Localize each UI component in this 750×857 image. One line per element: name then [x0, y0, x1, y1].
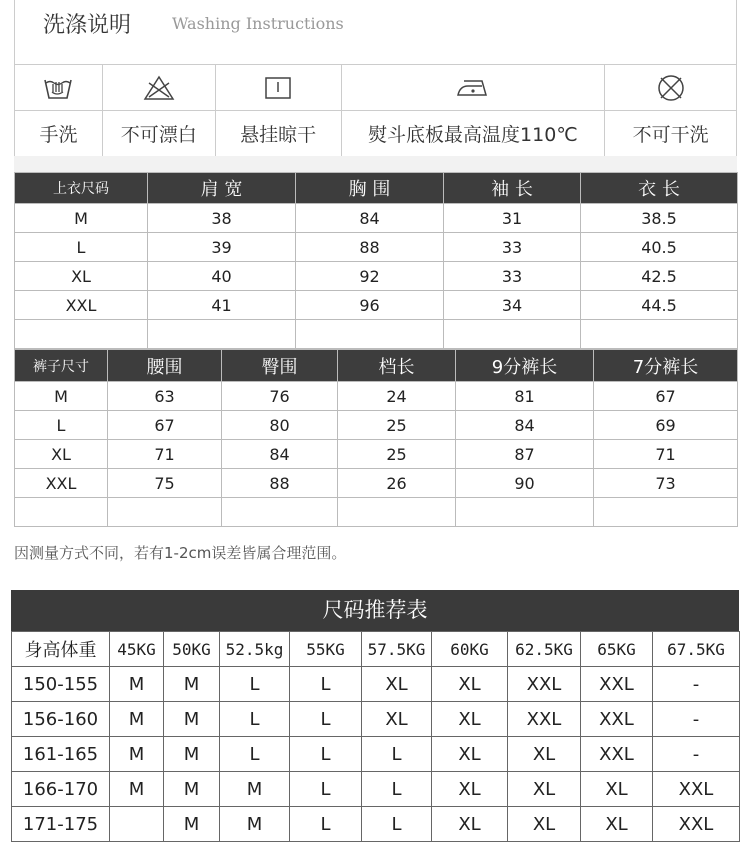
care-icon-cell [15, 65, 103, 111]
table-cell: 75 [108, 469, 222, 498]
table-cell: 73 [594, 469, 738, 498]
table-cell: XXL [15, 291, 148, 320]
table-row [15, 233, 738, 262]
table-cell: XL [362, 667, 432, 702]
table-cell: 40.5 [581, 233, 738, 262]
table-row [12, 702, 740, 737]
table-cell: M [220, 772, 290, 807]
table-cell: 34 [444, 291, 581, 320]
table-cell: L [362, 807, 432, 842]
table-row [15, 411, 738, 440]
table-cell: XL [581, 772, 653, 807]
table-row [15, 382, 738, 411]
table-cell [15, 498, 108, 527]
table-cell: XXL [508, 702, 581, 737]
table-cell: M [110, 702, 164, 737]
table-cell: XL [432, 702, 508, 737]
column-header: 身高体重 [12, 632, 110, 667]
column-header: 52.5kg [220, 632, 290, 667]
table-row [12, 807, 740, 842]
table-cell: M [164, 807, 220, 842]
table-cell: XXL [581, 737, 653, 772]
column-header: 50KG [164, 632, 220, 667]
column-header: 胸 围 [296, 173, 444, 204]
table-cell: L [220, 667, 290, 702]
care-instructions-table [14, 64, 737, 157]
table-row [12, 737, 740, 772]
table-cell: M [164, 737, 220, 772]
table-cell: 71 [594, 440, 738, 469]
table-cell: XL [362, 702, 432, 737]
table-cell: 40 [148, 262, 296, 291]
table-cell: 150-155 [12, 667, 110, 702]
page-title: 洗涤说明 [43, 13, 132, 38]
table-cell [594, 498, 738, 527]
table-cell [444, 320, 581, 349]
table-cell [296, 320, 444, 349]
no-dry-clean-icon [656, 73, 686, 103]
care-label: 手洗 [15, 111, 103, 157]
table-cell: M [164, 702, 220, 737]
care-label: 不可漂白 [102, 111, 215, 157]
table-cell: M [164, 667, 220, 702]
table-cell: 63 [108, 382, 222, 411]
table-cell: 96 [296, 291, 444, 320]
table-cell [148, 320, 296, 349]
table-cell: 69 [594, 411, 738, 440]
table-row [12, 667, 740, 702]
tops-size-table [14, 172, 738, 349]
column-header: 腰围 [108, 350, 222, 382]
table-header-row [12, 632, 740, 667]
care-icon-cell [605, 65, 737, 111]
table-cell: 38.5 [581, 204, 738, 233]
table-cell: 156-160 [12, 702, 110, 737]
measurement-note: 因测量方式不同，若有1-2cm误差皆属合理范围。 [14, 544, 347, 562]
table-header-row [15, 350, 738, 382]
care-icon-cell [102, 65, 215, 111]
table-cell: 71 [108, 440, 222, 469]
table-cell: - [653, 737, 740, 772]
table-cell: 171-175 [12, 807, 110, 842]
table-cell: XL [508, 807, 581, 842]
table-cell: XXL [15, 469, 108, 498]
table-cell [15, 320, 148, 349]
table-cell [108, 498, 222, 527]
table-cell: 42.5 [581, 262, 738, 291]
table-cell: 24 [338, 382, 456, 411]
column-header: 55KG [290, 632, 362, 667]
column-header: 57.5KG [362, 632, 432, 667]
column-header: 65KG [581, 632, 653, 667]
table-cell: 80 [222, 411, 338, 440]
table-cell: M [110, 737, 164, 772]
table-cell: 76 [222, 382, 338, 411]
table-row [15, 469, 738, 498]
table-cell: XXL [581, 702, 653, 737]
table-cell: XL [15, 262, 148, 291]
table-cell: XL [508, 737, 581, 772]
table-cell: L [362, 772, 432, 807]
table-cell: 25 [338, 411, 456, 440]
care-label: 悬挂晾干 [215, 111, 341, 157]
column-header: 45KG [110, 632, 164, 667]
care-label: 熨斗底板最高温度110℃ [341, 111, 605, 157]
table-row [15, 204, 738, 233]
column-header: 肩 宽 [148, 173, 296, 204]
hand-wash-icon [41, 74, 75, 102]
table-cell: L [290, 807, 362, 842]
column-header: 60KG [432, 632, 508, 667]
table-cell: 44.5 [581, 291, 738, 320]
table-cell: 25 [338, 440, 456, 469]
care-label: 不可干洗 [605, 111, 737, 157]
table-row [15, 440, 738, 469]
table-cell: XL [508, 772, 581, 807]
table-cell: XXL [653, 807, 740, 842]
table-cell: L [290, 737, 362, 772]
table-cell: L [15, 411, 108, 440]
table-cell: 67 [108, 411, 222, 440]
table-cell: 33 [444, 262, 581, 291]
table-cell [338, 498, 456, 527]
table-row [12, 772, 740, 807]
column-header: 档长 [338, 350, 456, 382]
hang-dry-icon [264, 76, 292, 100]
care-icon-cell [341, 65, 605, 111]
size-recommend-table [11, 631, 740, 842]
table-cell [110, 807, 164, 842]
table-cell: XXL [653, 772, 740, 807]
table-cell: XXL [508, 667, 581, 702]
table-cell: 84 [456, 411, 594, 440]
table-cell: 88 [222, 469, 338, 498]
table-cell: 161-165 [12, 737, 110, 772]
table-cell: M [220, 807, 290, 842]
table-cell [222, 498, 338, 527]
table-cell: 39 [148, 233, 296, 262]
column-header: 衣 长 [581, 173, 738, 204]
table-cell: M [15, 382, 108, 411]
table-header-row [15, 173, 738, 204]
table-row [15, 291, 738, 320]
table-cell: 84 [296, 204, 444, 233]
table-cell: 31 [444, 204, 581, 233]
table-cell [581, 320, 738, 349]
table-cell: XL [432, 772, 508, 807]
table-cell: M [15, 204, 148, 233]
table-cell: 26 [338, 469, 456, 498]
table-row [15, 498, 738, 527]
table-cell: L [290, 667, 362, 702]
table-row [15, 320, 738, 349]
table-cell: XL [432, 737, 508, 772]
no-bleach-icon [143, 75, 175, 101]
table-cell: XL [432, 807, 508, 842]
table-cell: 84 [222, 440, 338, 469]
table-cell: 87 [456, 440, 594, 469]
table-cell: L [362, 737, 432, 772]
table-cell: XXL [581, 667, 653, 702]
table-cell: M [110, 772, 164, 807]
table-cell: L [290, 772, 362, 807]
page-subtitle: Washing Instructions [172, 14, 344, 33]
column-header: 裤子尺寸 [15, 350, 108, 382]
column-header: 67.5KG [653, 632, 740, 667]
table-cell: XL [432, 667, 508, 702]
table-cell: - [653, 702, 740, 737]
table-cell: 166-170 [12, 772, 110, 807]
table-cell: L [15, 233, 148, 262]
table-cell: M [110, 667, 164, 702]
table-cell: 81 [456, 382, 594, 411]
table-cell: L [290, 702, 362, 737]
column-header: 上衣尺码 [15, 173, 148, 204]
iron-icon [456, 77, 490, 99]
care-icon-cell [215, 65, 341, 111]
table-cell: M [164, 772, 220, 807]
column-header: 7分裤长 [594, 350, 738, 382]
table-cell: 88 [296, 233, 444, 262]
section-divider [14, 156, 737, 172]
table-cell: 33 [444, 233, 581, 262]
table-cell [456, 498, 594, 527]
column-header: 62.5KG [508, 632, 581, 667]
table-cell: L [220, 702, 290, 737]
recommend-title: 尺码推荐表 [11, 590, 739, 631]
table-row [15, 262, 738, 291]
column-header: 9分裤长 [456, 350, 594, 382]
table-cell: L [220, 737, 290, 772]
column-header: 臀围 [222, 350, 338, 382]
header [14, 0, 737, 64]
table-cell: 41 [148, 291, 296, 320]
table-cell: - [653, 667, 740, 702]
table-cell: 92 [296, 262, 444, 291]
table-cell: 38 [148, 204, 296, 233]
table-cell: XL [581, 807, 653, 842]
table-cell: 90 [456, 469, 594, 498]
column-header: 袖 长 [444, 173, 581, 204]
table-cell: XL [15, 440, 108, 469]
table-cell: 67 [594, 382, 738, 411]
pants-size-table [14, 349, 738, 527]
